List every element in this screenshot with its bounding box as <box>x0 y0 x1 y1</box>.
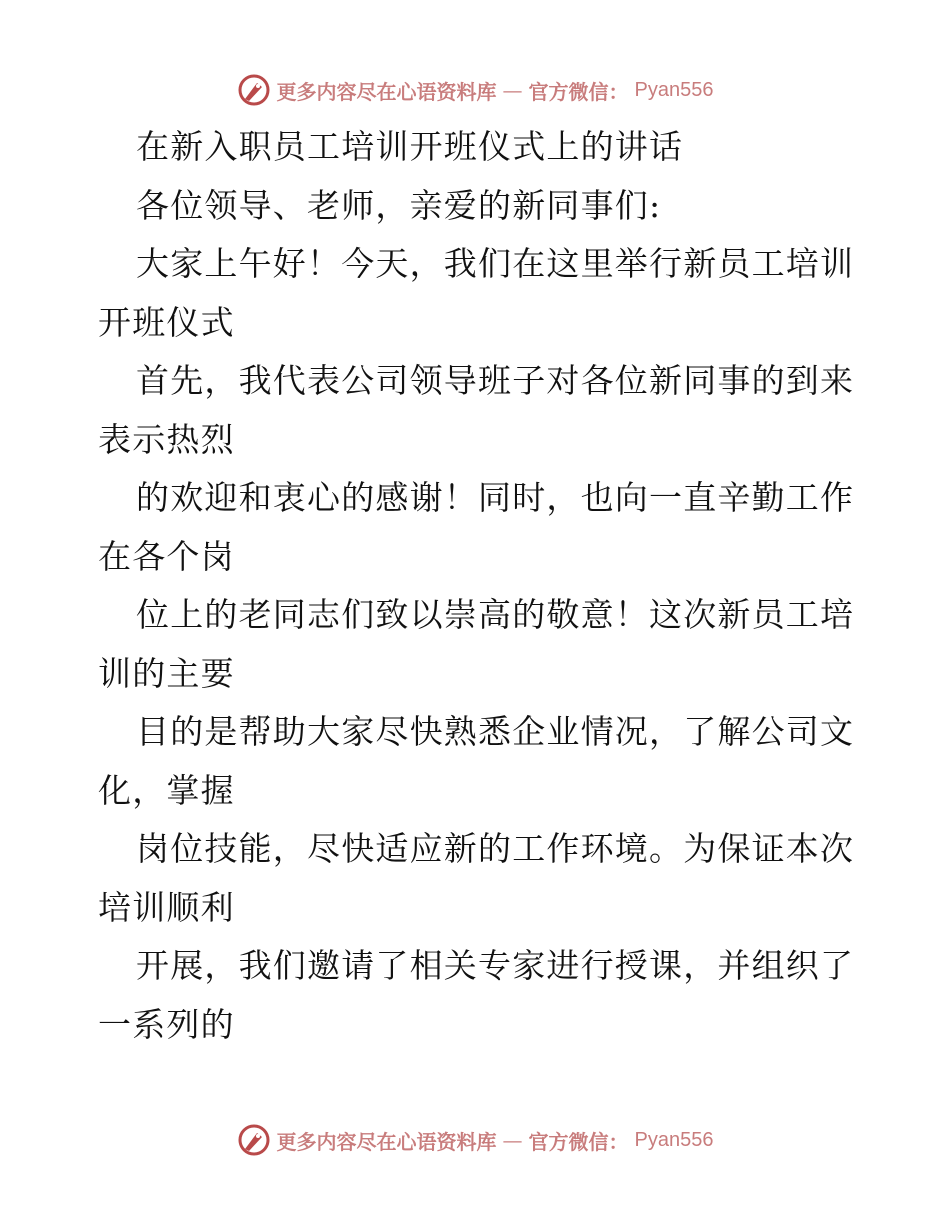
document-line: 的欢迎和衷心的感谢！同时，也向一直辛勤工作 <box>136 478 855 517</box>
document-line: 培训顺利 <box>98 887 235 927</box>
wechat-label: 官方微信： <box>528 1129 629 1154</box>
banner-dash: — <box>502 1128 523 1152</box>
document-line: 首先，我代表公司领导班子对各位新同事的到来 <box>136 361 855 400</box>
pen-nib-logo-icon <box>237 1123 271 1157</box>
pen-nib-logo-icon <box>237 73 271 107</box>
document-line: 岗位技能，尽快适应新的工作环境。为保证本次 <box>136 829 855 868</box>
header-banner <box>0 70 950 110</box>
document-line: 训的主要 <box>98 653 235 693</box>
document-line: 在新入职员工培训开班仪式上的讲话 <box>136 127 684 166</box>
document-line: 在各个岗 <box>98 536 235 576</box>
site-text: 更多内容尽在心语资料库 <box>276 79 497 104</box>
wechat-id: Pyan556 <box>634 78 714 101</box>
document-line: 一系列的 <box>98 1004 235 1044</box>
document-line: 目的是帮助大家尽快熟悉企业情况，了解公司文 <box>136 712 855 751</box>
banner-dash: — <box>502 78 523 102</box>
wechat-id: Pyan556 <box>634 1128 714 1151</box>
footer-banner <box>0 1120 950 1160</box>
document-line: 大家上午好！今天，我们在这里举行新员工培训 <box>136 244 855 283</box>
site-text: 更多内容尽在心语资料库 <box>276 1129 497 1154</box>
document-line: 化，掌握 <box>98 770 235 810</box>
document-body <box>98 118 858 1054</box>
wechat-label: 官方微信： <box>528 79 629 104</box>
document-line: 开展，我们邀请了相关专家进行授课，并组织了 <box>136 946 855 985</box>
document-line: 位上的老同志们致以崇高的敬意！这次新员工培 <box>136 595 855 634</box>
document-line: 各位领导、老师，亲爱的新同事们: <box>136 185 662 225</box>
document-line: 表示热烈 <box>98 419 235 459</box>
document-line: 开班仪式 <box>98 302 235 342</box>
